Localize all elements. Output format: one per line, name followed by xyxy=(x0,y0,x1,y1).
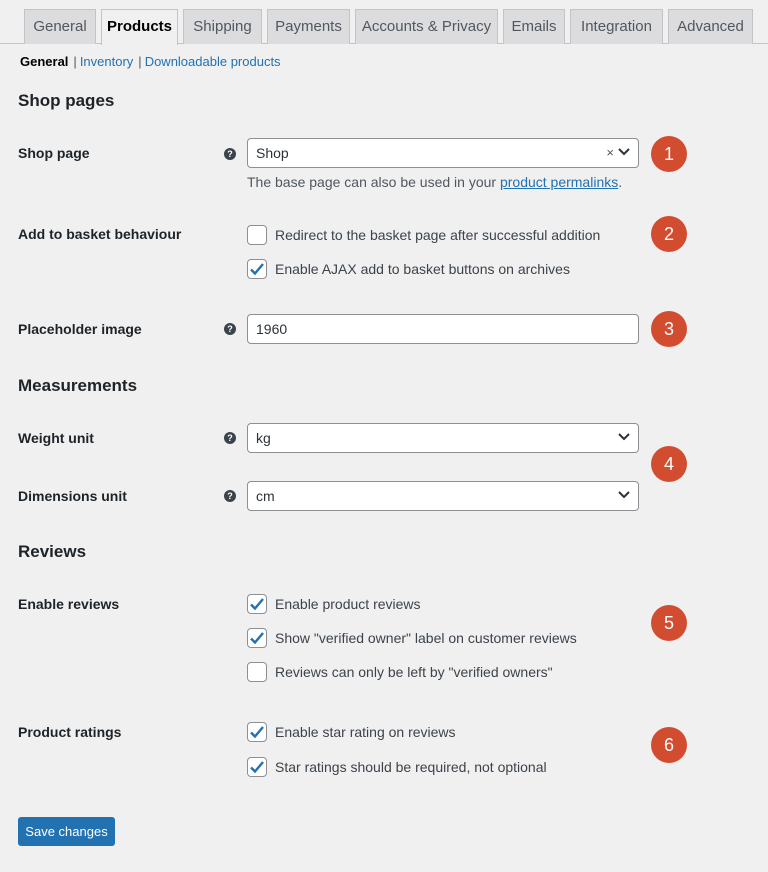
weight-unit-select[interactable] xyxy=(247,423,639,453)
help-icon[interactable]: ? xyxy=(224,432,236,444)
tab-general[interactable]: General xyxy=(24,9,96,44)
shop-page-select[interactable] xyxy=(247,138,639,168)
enable-reviews-label: Enable reviews xyxy=(18,596,120,612)
tab-emails[interactable]: Emails xyxy=(503,9,565,44)
tab-integration[interactable]: Integration xyxy=(570,9,663,44)
callout-badge: 6 xyxy=(651,727,687,763)
help-icon[interactable]: ? xyxy=(224,490,236,502)
dimensions-unit-value: cm xyxy=(256,488,275,504)
add-to-basket-label: Add to basket behaviour xyxy=(18,226,182,242)
section-heading-reviews: Reviews xyxy=(18,542,87,561)
check-icon xyxy=(249,759,265,775)
section-heading-measurements: Measurements xyxy=(18,376,138,395)
enable-product-reviews-checkbox[interactable] xyxy=(247,594,267,614)
subnav-current-general: General xyxy=(20,54,69,69)
shop-page-value: Shop xyxy=(256,145,289,161)
subnav-link-inventory[interactable]: Inventory xyxy=(79,54,134,69)
placeholder-image-label: Placeholder image xyxy=(18,321,142,337)
subsubsub-nav xyxy=(20,54,281,69)
subnav-separator: | xyxy=(73,54,77,69)
placeholder-image-value: 1960 xyxy=(256,321,288,337)
enable-product-reviews-label: Enable product reviews xyxy=(275,596,421,612)
verified-owner-label-text: Show "verified owner" label on customer reviews xyxy=(275,630,577,646)
callout-badge: 2 xyxy=(651,216,687,252)
save-changes-button[interactable]: Save changes xyxy=(18,817,115,846)
callout-badge: 5 xyxy=(651,605,687,641)
subnav-separator: | xyxy=(138,54,142,69)
shop-page-desc-text: The base page can also be used in your xyxy=(247,174,500,190)
star-rating-required-label: Star ratings should be required, not optional xyxy=(275,759,547,775)
verified-owner-label-checkbox[interactable] xyxy=(247,628,267,648)
redirect-to-basket-checkbox[interactable] xyxy=(247,225,267,245)
nav-tab-wrapper xyxy=(0,0,768,44)
tab-products[interactable]: Products xyxy=(101,9,178,45)
enable-star-rating-checkbox[interactable] xyxy=(247,722,267,742)
product-permalinks-link[interactable]: product permalinks xyxy=(499,174,619,190)
clear-icon[interactable]: × xyxy=(606,145,614,160)
dimensions-unit-label: Dimensions unit xyxy=(18,488,127,504)
star-rating-required-checkbox[interactable] xyxy=(247,757,267,777)
callout-badge: 1 xyxy=(651,136,687,172)
placeholder-image-input[interactable] xyxy=(247,314,639,344)
subnav-link-downloadable-products[interactable]: Downloadable products xyxy=(144,54,281,69)
tab-advanced[interactable]: Advanced xyxy=(668,9,753,44)
enable-star-rating-label: Enable star rating on reviews xyxy=(275,724,456,740)
check-icon xyxy=(249,261,265,277)
help-icon[interactable]: ? xyxy=(224,148,236,160)
weight-unit-value: kg xyxy=(256,430,271,446)
enable-ajax-label: Enable AJAX add to basket buttons on archives xyxy=(275,261,570,277)
tab-accounts-privacy[interactable]: Accounts & Privacy xyxy=(355,9,498,44)
chevron-down-icon xyxy=(618,491,630,499)
verified-owners-only-label: Reviews can only be left by "verified owners" xyxy=(275,664,553,680)
product-ratings-label: Product ratings xyxy=(18,724,122,740)
callout-badge: 3 xyxy=(651,311,687,347)
verified-owners-only-checkbox[interactable] xyxy=(247,662,267,682)
shop-page-desc-end: . xyxy=(618,174,623,190)
check-icon xyxy=(249,630,265,646)
section-heading-shop-pages: Shop pages xyxy=(18,91,115,110)
chevron-down-icon xyxy=(618,433,630,441)
shop-page-label: Shop page xyxy=(18,145,90,161)
callout-badge: 4 xyxy=(651,446,687,482)
dimensions-unit-select[interactable] xyxy=(247,481,639,511)
tab-shipping[interactable]: Shipping xyxy=(183,9,262,44)
weight-unit-label: Weight unit xyxy=(18,430,94,446)
help-icon[interactable]: ? xyxy=(224,323,236,335)
chevron-down-icon xyxy=(618,148,630,156)
enable-ajax-checkbox[interactable] xyxy=(247,259,267,279)
tab-payments[interactable]: Payments xyxy=(267,9,350,44)
redirect-to-basket-label: Redirect to the basket page after successful addition xyxy=(275,227,601,243)
check-icon xyxy=(249,596,265,612)
check-icon xyxy=(249,724,265,740)
shop-page-description xyxy=(247,174,622,190)
